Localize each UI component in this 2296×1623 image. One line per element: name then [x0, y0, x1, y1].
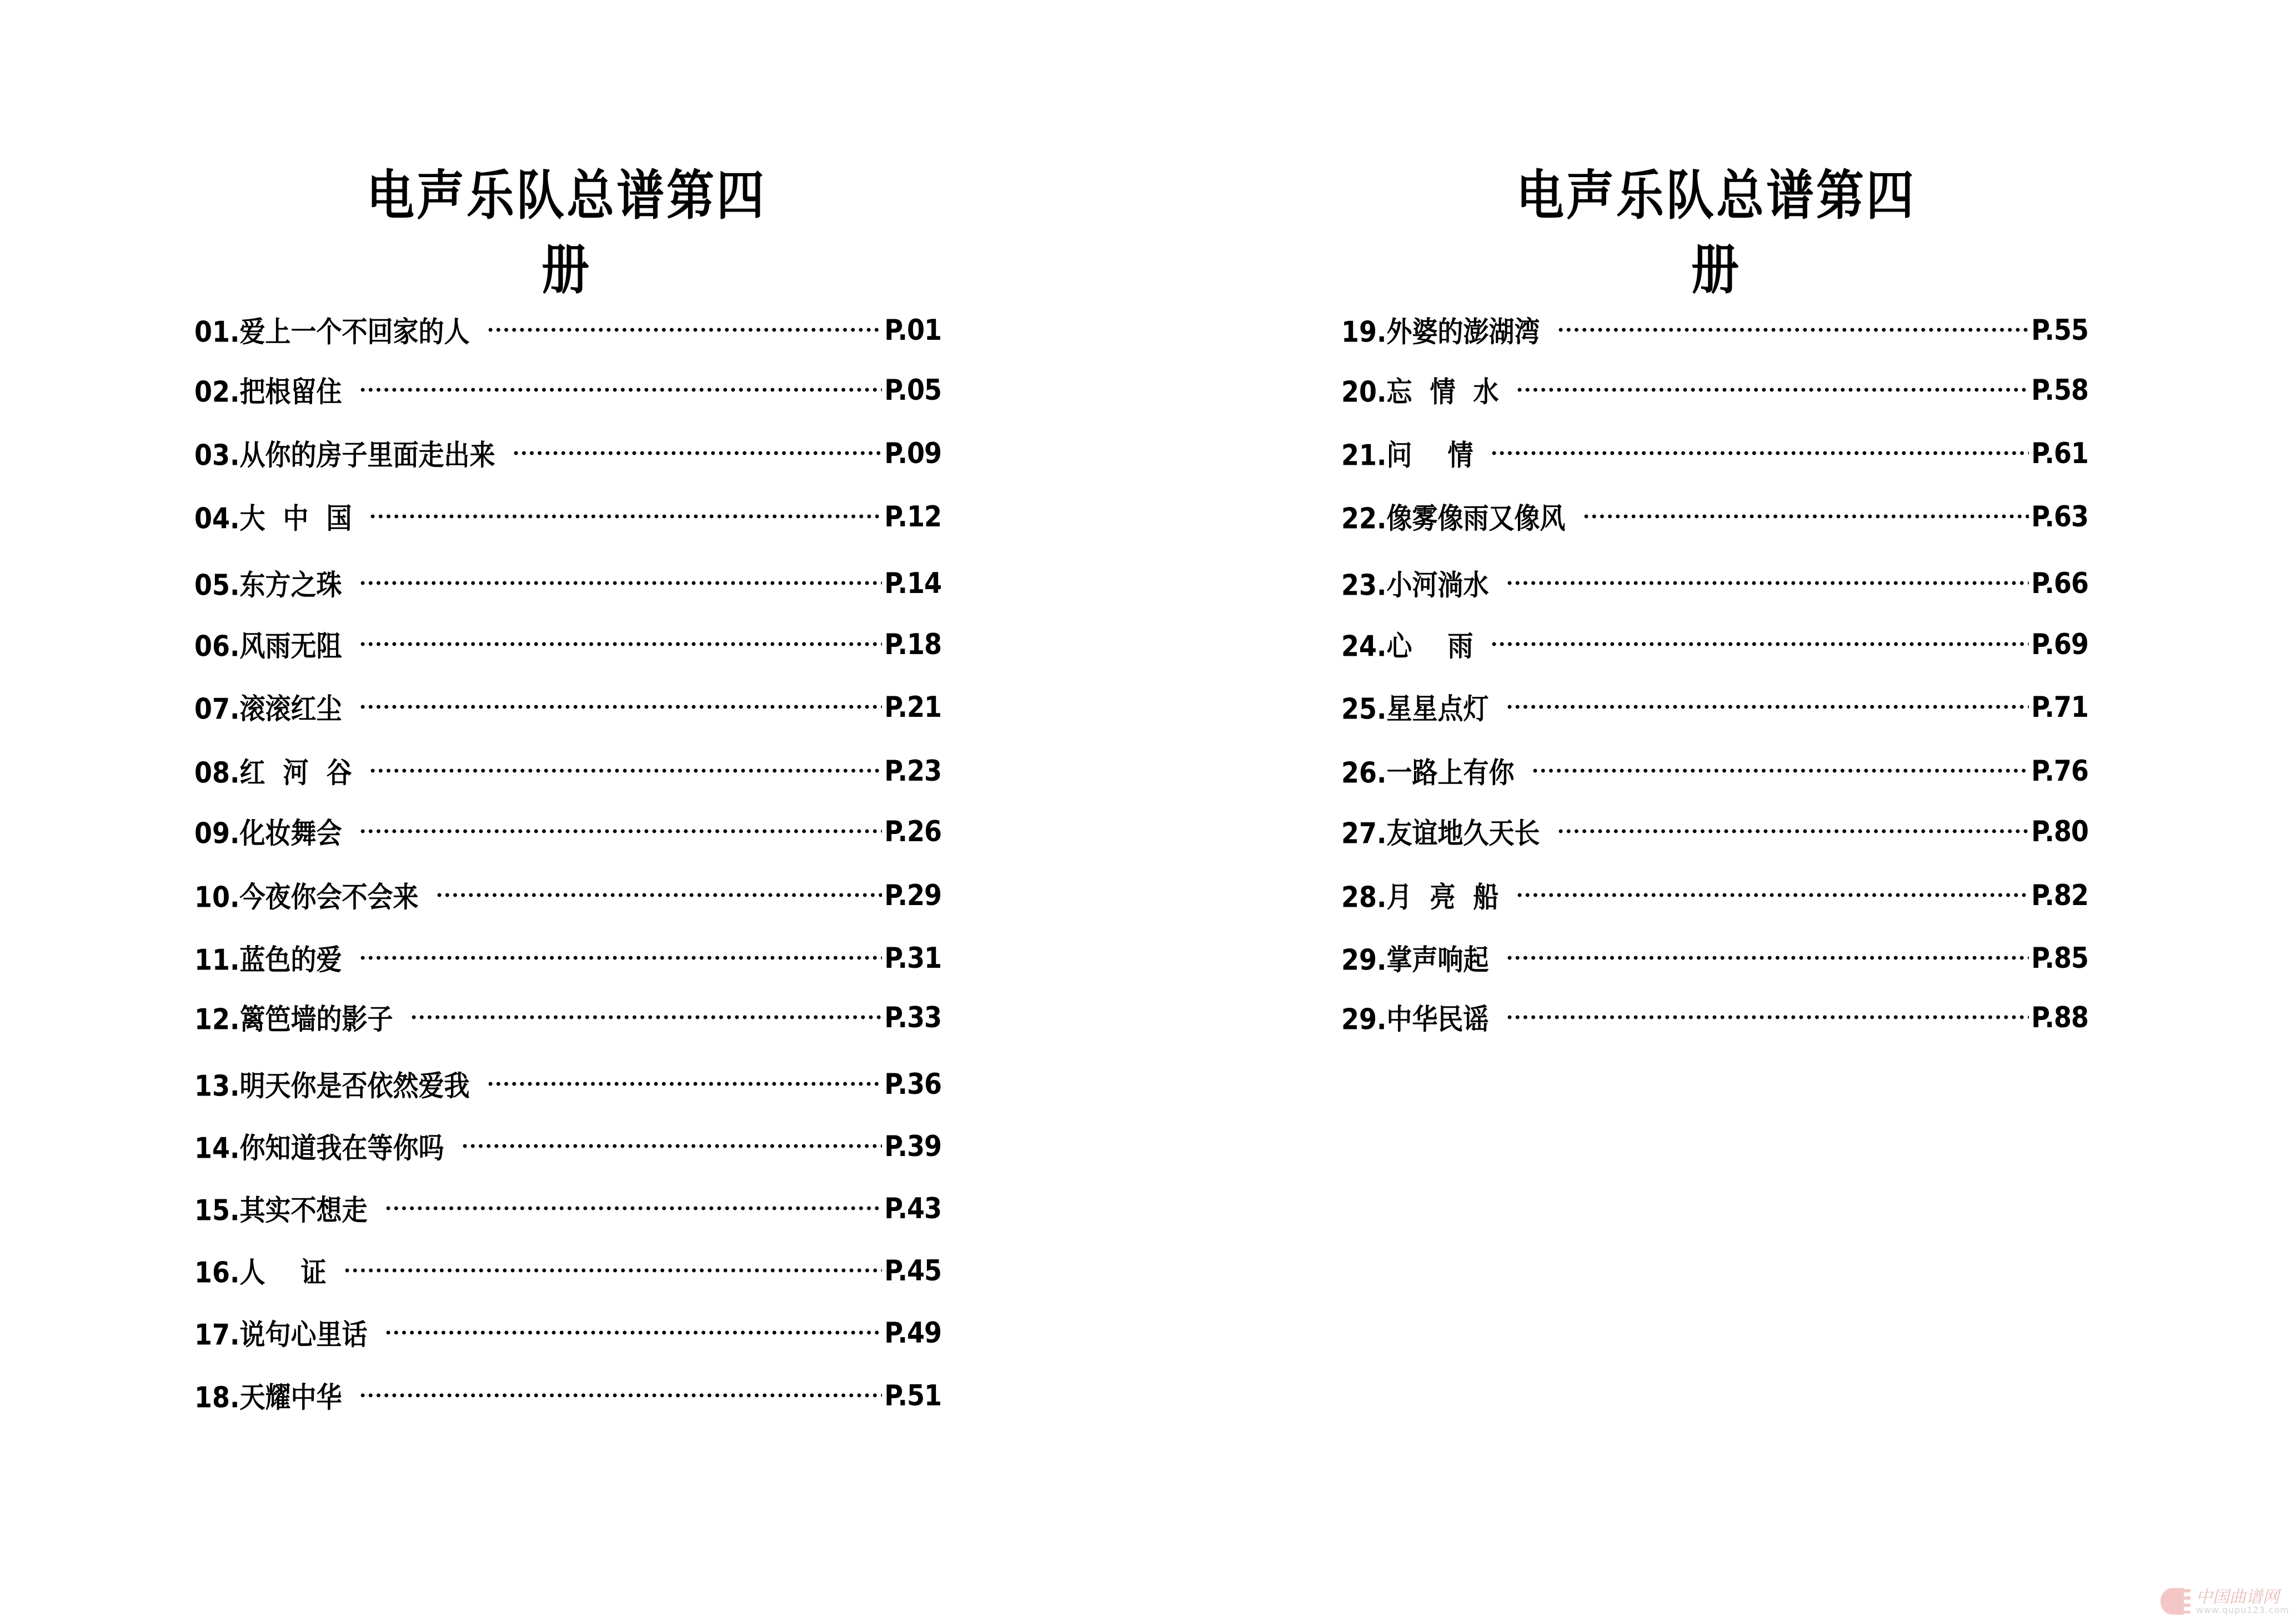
toc-entry-page: P.33	[884, 1000, 941, 1034]
dot-leader	[410, 1014, 883, 1020]
toc-entry-page: P.09	[884, 436, 941, 470]
toc-entry-page: P.51	[884, 1378, 941, 1413]
qupu-logo-icon	[2160, 1586, 2193, 1618]
toc-entry-page: P.71	[2031, 690, 2088, 724]
dot-leader	[1531, 768, 2029, 773]
toc-entry-page: P.55	[2031, 313, 2088, 347]
toc-entry[interactable]	[194, 1254, 941, 1287]
toc-entry-page: P.26	[884, 814, 941, 848]
dot-leader	[359, 955, 883, 961]
toc-entry-title: 17.说句心里话	[194, 1318, 368, 1351]
toc-entry-page: P.45	[884, 1253, 941, 1288]
toc-entry-title: 14.你知道我在等你吗	[194, 1131, 444, 1165]
toc-entry-page: P.69	[2031, 627, 2088, 661]
toc-entry-title: 29.掌声响起	[1341, 943, 1489, 977]
toc-entry-page: P.39	[884, 1129, 941, 1163]
toc-entry-title: 09.化妆舞会	[194, 816, 342, 850]
toc-entry-title: 03.从你的房子里面走出来	[194, 438, 495, 472]
dot-leader	[1506, 704, 2029, 710]
dot-leader	[1516, 892, 2029, 898]
toc-entry[interactable]	[1341, 313, 2088, 349]
toc-entry[interactable]	[1341, 878, 2088, 912]
toc-entry-page: P.66	[2031, 566, 2088, 600]
dot-leader	[487, 1081, 883, 1087]
dot-leader	[369, 514, 883, 519]
toc-entry-title: 26.一路上有你	[1341, 756, 1515, 790]
dot-leader	[1557, 828, 2029, 834]
watermark	[2160, 1585, 2289, 1619]
toc-entry-page: P.76	[2031, 753, 2088, 788]
dot-leader	[384, 1330, 883, 1335]
toc-entry-title: 28.月 亮 船	[1341, 880, 1499, 914]
dot-leader	[359, 580, 883, 586]
toc-entry[interactable]	[194, 1379, 941, 1412]
dot-leader	[1490, 641, 2029, 647]
toc-entry[interactable]	[1341, 941, 2088, 977]
toc-entry-page: P.49	[884, 1315, 941, 1350]
dot-leader	[1557, 327, 2029, 333]
toc-entry-page: P.12	[884, 499, 941, 534]
dot-leader	[359, 704, 883, 710]
page-title-right: 电声乐队总谱第四册	[1516, 164, 1916, 302]
toc-entry-page: P.58	[2031, 373, 2088, 407]
toc-entry[interactable]	[1341, 815, 2088, 848]
toc-entry-title: 25.星星点灯	[1341, 692, 1489, 726]
toc-entry-title: 16.人 证	[194, 1255, 327, 1289]
toc-entry-title: 27.友谊地久天长	[1341, 816, 1540, 850]
toc-entry[interactable]	[194, 753, 941, 790]
toc-entry[interactable]	[194, 1192, 941, 1225]
dot-leader	[359, 1393, 883, 1398]
page-title-left: 电声乐队总谱第四册	[367, 164, 766, 302]
toc-entry[interactable]	[194, 815, 941, 848]
dot-leader	[1516, 387, 2029, 393]
toc-entry-title: 10.今夜你会不会来	[194, 880, 419, 914]
toc-entry-page: P.85	[2031, 941, 2088, 975]
toc-entry-page: P.14	[884, 566, 941, 600]
toc-entry[interactable]	[1341, 753, 2088, 790]
toc-entry-page: P.21	[884, 690, 941, 724]
toc-entry[interactable]	[194, 690, 941, 726]
dot-leader	[435, 892, 883, 898]
toc-entry[interactable]	[194, 566, 941, 600]
toc-entry-page: P.05	[884, 373, 941, 407]
toc-entry[interactable]	[194, 373, 941, 409]
dot-leader	[1582, 514, 2029, 519]
toc-entry-title: 20.忘 情 水	[1341, 375, 1499, 409]
toc-entry-page: P.01	[884, 313, 941, 347]
toc-entry[interactable]	[1341, 436, 2088, 470]
toc-entry-title: 02.把根留住	[194, 375, 342, 409]
toc-entry-page: P.80	[2031, 814, 2088, 848]
toc-entry-title: 05.东方之珠	[194, 568, 342, 602]
toc-entry[interactable]	[194, 941, 941, 977]
toc-entry-title: 04.大 中 国	[194, 501, 352, 535]
toc-entry-title: 19.外婆的澎湖湾	[1341, 315, 1540, 349]
toc-entry-title: 06.风雨无阻	[194, 629, 342, 663]
toc-entry-title: 22.像雾像雨又像风	[1341, 501, 1566, 535]
toc-entry[interactable]	[194, 1067, 941, 1101]
toc-entry-page: P.63	[2031, 499, 2088, 534]
dot-leader	[359, 828, 883, 834]
toc-entry-title: 11.蓝色的爱	[194, 943, 342, 977]
toc-entry-page: P.88	[2031, 1000, 2088, 1034]
toc-entry[interactable]	[194, 878, 941, 912]
toc-entry[interactable]	[194, 1001, 941, 1034]
dot-leader	[1506, 955, 2029, 961]
toc-entry[interactable]	[1341, 690, 2088, 726]
dot-leader	[1506, 1014, 2029, 1020]
dot-leader	[343, 1268, 883, 1273]
dot-leader	[384, 1205, 883, 1211]
dot-leader	[487, 327, 883, 333]
toc-entry-title: 18.天耀中华	[194, 1380, 342, 1414]
toc-entry[interactable]	[1341, 373, 2088, 409]
toc-entry-page: P.18	[884, 627, 941, 661]
toc-entry-page: P.82	[2031, 878, 2088, 912]
watermark-url: www.qupu123.com	[2195, 1605, 2289, 1615]
toc-entry-title: 08.红 河 谷	[194, 756, 352, 790]
dot-leader	[359, 387, 883, 393]
toc-entry-page: P.43	[884, 1191, 941, 1225]
dot-leader	[369, 768, 883, 773]
watermark-name: 中国曲谱网	[2195, 1587, 2279, 1607]
toc-entry[interactable]	[194, 436, 941, 470]
toc-entry[interactable]	[1341, 1001, 2088, 1034]
toc-entry-title: 15.其实不想走	[194, 1193, 368, 1227]
toc-entry-page: P.61	[2031, 436, 2088, 470]
toc-entry-title: 13.明天你是否依然爱我	[194, 1069, 470, 1103]
toc-entry-title: 12.篱笆墙的影子	[194, 1002, 393, 1036]
dot-leader	[1506, 580, 2029, 586]
dot-leader	[461, 1143, 883, 1149]
toc-entry-page: P.36	[884, 1067, 941, 1101]
toc-entry-page: P.31	[884, 941, 941, 975]
dot-leader	[1490, 450, 2029, 456]
toc-entry-title: 29.中华民谣	[1341, 1002, 1489, 1036]
dot-leader	[512, 450, 883, 456]
toc-entry[interactable]	[1341, 566, 2088, 600]
toc-entry-page: P.29	[884, 878, 941, 912]
toc-entry[interactable]	[194, 627, 941, 661]
toc-entry-title: 24.心 雨	[1341, 629, 1473, 663]
toc-entry-title: 23.小河淌水	[1341, 568, 1489, 602]
toc-entry[interactable]	[194, 1316, 941, 1349]
toc-entry-title: 01.爱上一个不回家的人	[194, 315, 470, 349]
toc-entry[interactable]	[1341, 500, 2088, 533]
toc-entry-title: 07.滚滚红尘	[194, 692, 342, 726]
toc-entry[interactable]	[1341, 627, 2088, 661]
toc-entry[interactable]	[194, 500, 941, 533]
dot-leader	[359, 641, 883, 647]
toc-entry-title: 21.问 情	[1341, 438, 1473, 472]
toc-entry[interactable]	[194, 313, 941, 349]
toc-entry[interactable]	[194, 1129, 941, 1163]
toc-entry-page: P.23	[884, 753, 941, 788]
